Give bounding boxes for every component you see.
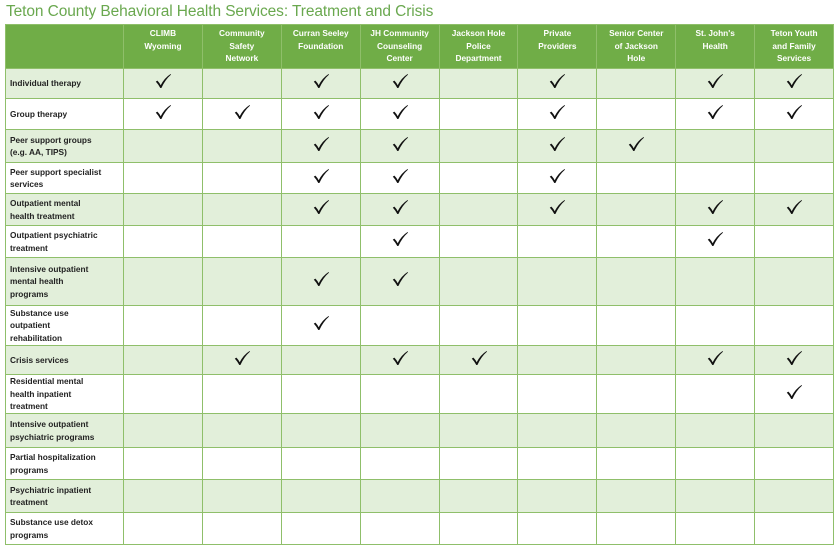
- table-row: [6, 448, 834, 480]
- service-cell: [360, 99, 439, 130]
- column-header: [518, 25, 597, 69]
- service-cell: [676, 194, 755, 226]
- row-label-line: Partial hospitalization: [10, 452, 96, 462]
- service-cell: [439, 480, 518, 513]
- row-label: [6, 375, 124, 414]
- service-cell: [676, 346, 755, 375]
- service-cell: [676, 226, 755, 258]
- service-cell: [755, 306, 834, 346]
- service-cell: [755, 163, 834, 194]
- row-label-line: programs: [10, 529, 49, 540]
- service-cell: [281, 99, 360, 130]
- row-label-line: Intensive outpatient: [10, 263, 89, 274]
- check-mark-icon: [548, 73, 566, 89]
- service-cell: [676, 448, 755, 480]
- service-cell: [202, 163, 281, 194]
- column-header-line: Police: [466, 40, 491, 51]
- service-cell: [597, 258, 676, 306]
- row-label-line: treatment: [10, 401, 48, 412]
- check-mark-icon: [312, 136, 330, 152]
- service-cell: [202, 258, 281, 306]
- service-cell: [202, 346, 281, 375]
- service-cell: [281, 346, 360, 375]
- column-header-line: and Family: [772, 40, 816, 51]
- check-mark-icon: [706, 73, 724, 89]
- column-header-line: Safety: [229, 40, 255, 51]
- service-cell: [755, 130, 834, 163]
- service-cell: [124, 194, 203, 226]
- service-cell: [360, 69, 439, 99]
- table-row: [6, 513, 834, 545]
- service-cell: [597, 163, 676, 194]
- service-cell: [755, 99, 834, 130]
- service-cell: [124, 375, 203, 414]
- check-mark-icon: [785, 104, 803, 120]
- service-cell: [439, 69, 518, 99]
- service-cell: [676, 99, 755, 130]
- service-cell: [281, 375, 360, 414]
- service-cell: [439, 258, 518, 306]
- service-cell: [360, 226, 439, 258]
- service-cell: [124, 130, 203, 163]
- check-mark-icon: [785, 199, 803, 215]
- row-label-line: Outpatient mental: [10, 198, 81, 208]
- service-cell: [597, 99, 676, 130]
- service-cell: [755, 448, 834, 480]
- row-label: [6, 480, 124, 513]
- row-label-line: health inpatient: [10, 388, 72, 399]
- service-cell: [281, 306, 360, 346]
- service-cell: [676, 69, 755, 99]
- service-cell: [439, 99, 518, 130]
- row-label: [6, 163, 124, 194]
- check-mark-icon: [233, 350, 251, 366]
- service-cell: [202, 513, 281, 545]
- row-label-line: treatment: [10, 497, 48, 507]
- service-cell: [360, 480, 439, 513]
- column-header-line: Department: [455, 53, 502, 63]
- service-cell: [518, 194, 597, 226]
- row-label-line: Peer support groups: [10, 134, 92, 145]
- service-cell: [755, 513, 834, 545]
- service-cell: [360, 375, 439, 414]
- row-label-line: outpatient: [10, 320, 51, 331]
- check-mark-icon: [312, 315, 330, 331]
- service-cell: [202, 448, 281, 480]
- table-row: [6, 163, 834, 194]
- service-cell: [439, 130, 518, 163]
- column-header-line: Foundation: [298, 40, 344, 51]
- service-cell: [518, 130, 597, 163]
- row-label: [6, 346, 124, 375]
- check-mark-icon: [154, 73, 172, 89]
- service-cell: [597, 130, 676, 163]
- check-mark-icon: [785, 73, 803, 89]
- service-cell: [202, 414, 281, 448]
- service-cell: [439, 448, 518, 480]
- table-row: [6, 130, 834, 163]
- service-cell: [202, 194, 281, 226]
- service-cell: [281, 258, 360, 306]
- row-label-line: mental health: [10, 276, 64, 287]
- check-mark-icon: [627, 136, 645, 152]
- check-mark-icon: [233, 104, 251, 120]
- service-cell: [755, 480, 834, 513]
- row-label-line: programs: [10, 288, 49, 299]
- service-cell: [676, 414, 755, 448]
- services-table: [5, 24, 834, 545]
- service-cell: [755, 194, 834, 226]
- row-label-line: Crisis services: [10, 354, 69, 365]
- column-header-line: Hole: [627, 53, 646, 63]
- service-cell: [202, 130, 281, 163]
- service-cell: [124, 480, 203, 513]
- check-mark-icon: [470, 350, 488, 366]
- service-cell: [202, 69, 281, 99]
- column-header: [202, 25, 281, 69]
- column-header: [124, 25, 203, 69]
- row-label-line: treatment: [10, 242, 48, 253]
- table-row: [6, 414, 834, 448]
- check-mark-icon: [391, 350, 409, 366]
- column-header-line: Network: [225, 53, 259, 63]
- service-cell: [518, 306, 597, 346]
- table-row: [6, 69, 834, 99]
- service-cell: [281, 194, 360, 226]
- row-label-line: Residential mental: [10, 376, 84, 387]
- column-header-line: Jackson Hole: [451, 28, 506, 38]
- check-mark-icon: [154, 104, 172, 120]
- service-cell: [439, 414, 518, 448]
- service-cell: [676, 258, 755, 306]
- service-cell: [439, 375, 518, 414]
- service-cell: [202, 375, 281, 414]
- service-cell: [281, 414, 360, 448]
- service-cell: [597, 513, 676, 545]
- row-label: [6, 258, 124, 306]
- service-cell: [597, 346, 676, 375]
- service-cell: [597, 414, 676, 448]
- check-mark-icon: [391, 104, 409, 120]
- header-corner-cell: [6, 25, 124, 69]
- table-row: [6, 480, 834, 513]
- column-header: [360, 25, 439, 69]
- page-title: Teton County Behavioral Health Services: Treatment and Crisis: [6, 3, 434, 20]
- row-label: [6, 414, 124, 448]
- row-label: [6, 194, 124, 226]
- service-cell: [124, 306, 203, 346]
- service-cell: [439, 226, 518, 258]
- row-label-line: health treatment: [10, 210, 75, 221]
- service-cell: [360, 130, 439, 163]
- service-cell: [439, 306, 518, 346]
- row-label-line: Intensive outpatient: [10, 419, 89, 429]
- row-label-line: programs: [10, 464, 49, 475]
- service-cell: [755, 258, 834, 306]
- row-label-line: Individual therapy: [10, 78, 81, 89]
- column-header: [755, 25, 834, 69]
- check-mark-icon: [706, 199, 724, 215]
- row-label: [6, 306, 124, 346]
- service-cell: [360, 414, 439, 448]
- service-cell: [124, 99, 203, 130]
- service-cell: [281, 513, 360, 545]
- column-header-line: Community: [219, 28, 265, 38]
- check-mark-icon: [312, 168, 330, 184]
- table-row: [6, 226, 834, 258]
- column-header-line: CLIMB: [149, 28, 177, 38]
- service-cell: [755, 226, 834, 258]
- service-cell: [202, 99, 281, 130]
- row-label-line: Substance use: [10, 307, 69, 318]
- row-label-line: Substance use detox: [10, 517, 93, 527]
- row-label: [6, 448, 124, 480]
- row-label: [6, 130, 124, 163]
- service-cell: [360, 306, 439, 346]
- check-mark-icon: [785, 384, 803, 400]
- table-header: [6, 25, 834, 69]
- service-cell: [124, 258, 203, 306]
- service-cell: [676, 513, 755, 545]
- service-cell: [281, 163, 360, 194]
- service-cell: [124, 448, 203, 480]
- service-cell: [281, 226, 360, 258]
- table-row: [6, 306, 834, 346]
- service-cell: [360, 163, 439, 194]
- service-cell: [597, 448, 676, 480]
- column-header-line: Center: [386, 53, 413, 63]
- column-header-line: St. John's: [695, 28, 735, 38]
- service-cell: [676, 130, 755, 163]
- service-cell: [597, 375, 676, 414]
- column-header-line: Private: [543, 28, 572, 38]
- service-cell: [597, 69, 676, 99]
- service-cell: [360, 448, 439, 480]
- service-cell: [518, 513, 597, 545]
- column-header-line: Providers: [538, 40, 577, 51]
- service-cell: [281, 480, 360, 513]
- check-mark-icon: [312, 73, 330, 89]
- column-header-line: Curran Seeley: [292, 28, 349, 38]
- service-cell: [202, 306, 281, 346]
- check-mark-icon: [785, 350, 803, 366]
- service-cell: [124, 513, 203, 545]
- row-label-line: rehabilitation: [10, 332, 63, 343]
- service-cell: [281, 448, 360, 480]
- check-mark-icon: [548, 168, 566, 184]
- check-mark-icon: [548, 199, 566, 215]
- row-label: [6, 69, 124, 99]
- row-label: [6, 226, 124, 258]
- column-header: [281, 25, 360, 69]
- service-cell: [597, 306, 676, 346]
- check-mark-icon: [312, 199, 330, 215]
- check-mark-icon: [706, 231, 724, 247]
- service-cell: [439, 513, 518, 545]
- service-cell: [518, 99, 597, 130]
- service-cell: [755, 375, 834, 414]
- service-cell: [676, 375, 755, 414]
- check-mark-icon: [391, 168, 409, 184]
- service-cell: [676, 480, 755, 513]
- row-label-line: psychiatric programs: [10, 431, 95, 442]
- service-cell: [360, 258, 439, 306]
- column-header-line: Counseling: [377, 40, 423, 51]
- row-label: [6, 513, 124, 545]
- service-cell: [755, 69, 834, 99]
- service-cell: [124, 414, 203, 448]
- table-row: [6, 346, 834, 375]
- check-mark-icon: [391, 73, 409, 89]
- service-cell: [597, 480, 676, 513]
- column-header: [676, 25, 755, 69]
- check-mark-icon: [548, 136, 566, 152]
- service-cell: [360, 513, 439, 545]
- service-cell: [518, 226, 597, 258]
- service-cell: [676, 163, 755, 194]
- row-label-line: Outpatient psychiatric: [10, 230, 98, 240]
- column-header: [439, 25, 518, 69]
- column-header-line: of Jackson: [614, 40, 658, 51]
- row-label-line: Peer support specialist: [10, 166, 102, 177]
- service-cell: [360, 194, 439, 226]
- service-cell: [676, 306, 755, 346]
- service-cell: [202, 480, 281, 513]
- service-cell: [124, 163, 203, 194]
- service-cell: [518, 163, 597, 194]
- service-cell: [360, 346, 439, 375]
- service-cell: [597, 194, 676, 226]
- row-label-line: Group therapy: [10, 108, 68, 119]
- service-cell: [518, 69, 597, 99]
- check-mark-icon: [706, 104, 724, 120]
- column-header-line: Teton Youth: [770, 28, 818, 38]
- service-cell: [124, 226, 203, 258]
- column-header-line: Senior Center: [609, 28, 664, 38]
- check-mark-icon: [391, 271, 409, 287]
- service-cell: [518, 480, 597, 513]
- row-label: [6, 99, 124, 130]
- column-header-line: JH Community: [370, 28, 429, 38]
- table-row: [6, 375, 834, 414]
- service-cell: [281, 69, 360, 99]
- check-mark-icon: [312, 271, 330, 287]
- column-header-line: Wyoming: [144, 40, 182, 51]
- service-cell: [518, 414, 597, 448]
- table-row: [6, 258, 834, 306]
- service-cell: [518, 346, 597, 375]
- check-mark-icon: [548, 104, 566, 120]
- table-row: [6, 99, 834, 130]
- service-cell: [124, 69, 203, 99]
- service-cell: [202, 226, 281, 258]
- row-label-line: (e.g. AA, TIPS): [10, 147, 67, 157]
- service-cell: [518, 258, 597, 306]
- check-mark-icon: [391, 136, 409, 152]
- service-cell: [755, 414, 834, 448]
- service-cell: [518, 448, 597, 480]
- row-label-line: Psychiatric inpatient: [10, 484, 92, 495]
- service-cell: [518, 375, 597, 414]
- check-mark-icon: [312, 104, 330, 120]
- check-mark-icon: [391, 199, 409, 215]
- check-mark-icon: [706, 350, 724, 366]
- service-cell: [597, 226, 676, 258]
- check-mark-icon: [391, 231, 409, 247]
- table-body: [6, 69, 834, 545]
- table-row: [6, 194, 834, 226]
- service-cell: [439, 194, 518, 226]
- column-header-line: Health: [702, 40, 728, 51]
- service-cell: [439, 346, 518, 375]
- column-header-line: Services: [777, 53, 812, 63]
- row-label-line: services: [10, 179, 44, 189]
- service-cell: [755, 346, 834, 375]
- service-cell: [124, 346, 203, 375]
- header-row: [6, 25, 834, 69]
- service-cell: [439, 163, 518, 194]
- service-cell: [281, 130, 360, 163]
- column-header: [597, 25, 676, 69]
